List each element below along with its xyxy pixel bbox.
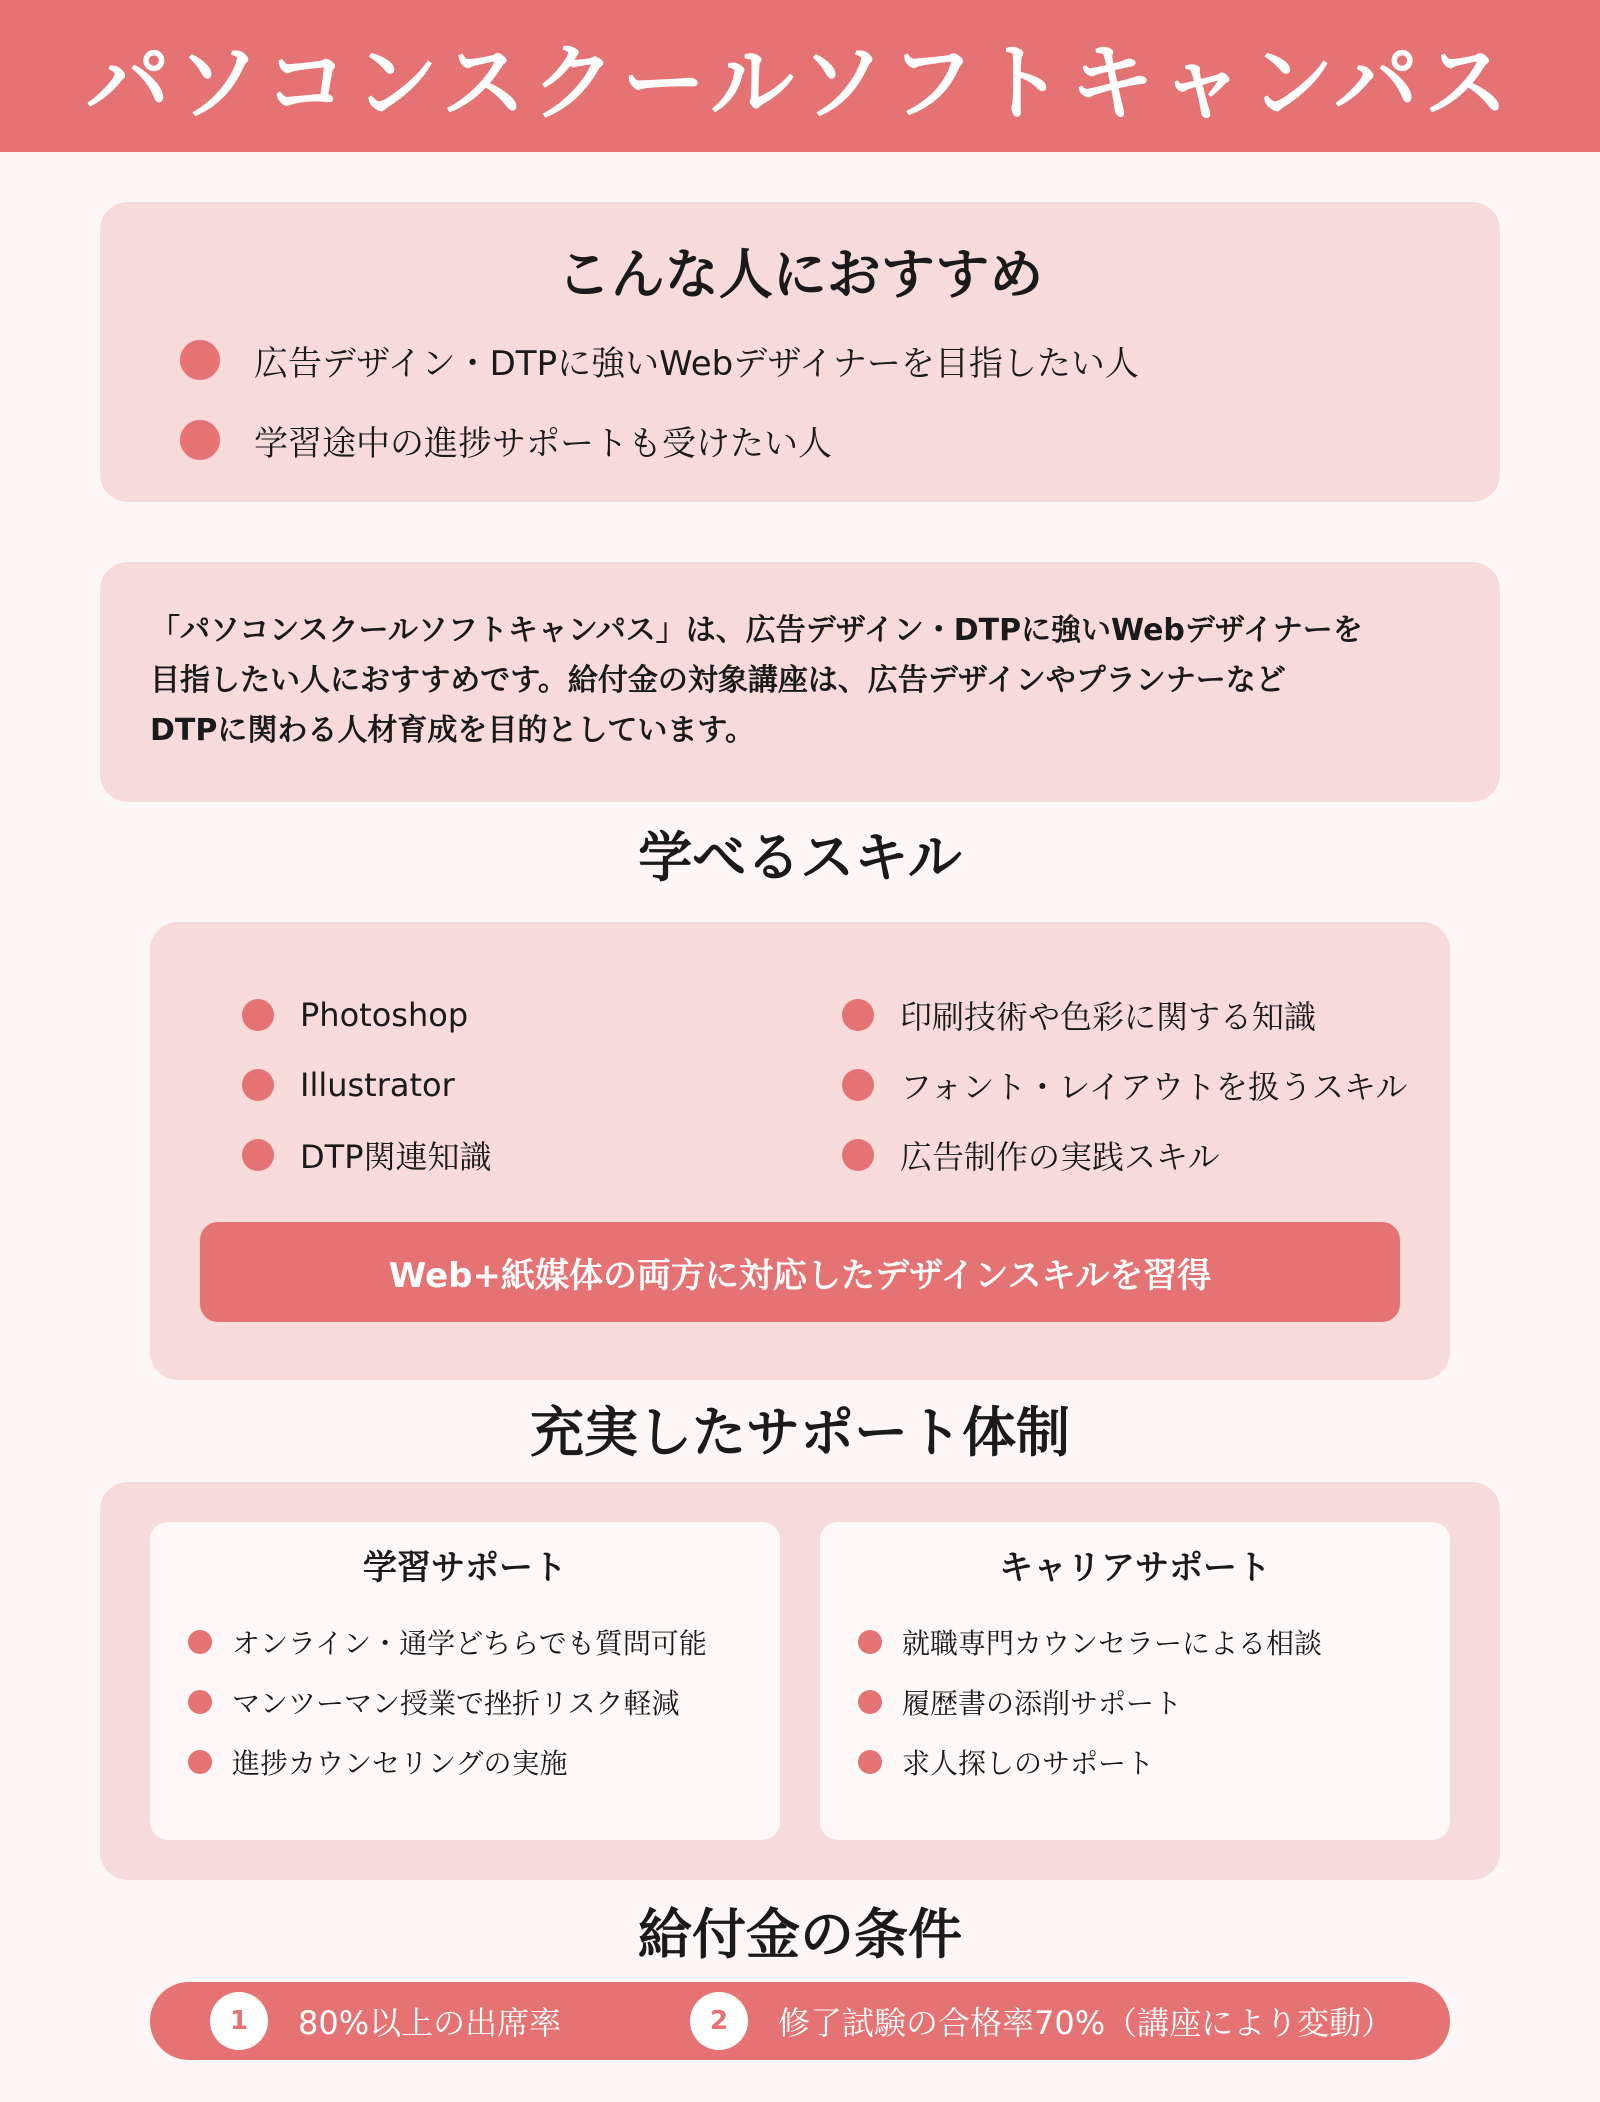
skill-text: Illustrator: [300, 1066, 455, 1104]
list-item: [842, 980, 1408, 1050]
condition-text: 80%以上の出席率: [298, 2004, 562, 2042]
page-title: パソコンスクールソフトキャンパス: [85, 33, 1515, 132]
skills-title: 学べるスキル: [638, 826, 962, 889]
condition-number-badge: 1: [210, 1992, 268, 2050]
bullet-icon: [242, 999, 274, 1031]
page-header: [0, 0, 1600, 152]
intro-text: [150, 606, 1470, 756]
support-item-text: 求人探しのサポート: [902, 1747, 1155, 1780]
intro-line: 「パソコンスクールソフトキャンパス」は、広告デザイン・DTPに強いWebデザイナーを: [150, 613, 1363, 648]
support-item-text: 就職専門カウンセラーによる相談: [902, 1627, 1323, 1660]
list-item: [858, 1732, 1322, 1792]
condition-item: [210, 1982, 561, 2060]
condition-number-badge: 2: [690, 1992, 748, 2050]
recommend-list: [180, 320, 1139, 480]
skill-text: Photoshop: [300, 996, 469, 1034]
list-item: [180, 400, 1139, 480]
skill-text: 広告制作の実践スキル: [900, 1138, 1220, 1176]
list-item: [242, 1120, 492, 1190]
bullet-icon: [842, 1139, 874, 1171]
support-item-text: オンライン・通学どちらでも質問可能: [232, 1627, 707, 1660]
list-item: [242, 980, 492, 1050]
bullet-icon: [188, 1690, 212, 1714]
skills-card: [150, 922, 1450, 1380]
list-item: [180, 320, 1139, 400]
career-support-title: キャリアサポート: [999, 1548, 1271, 1588]
bullet-icon: [188, 1750, 212, 1774]
list-item: [188, 1672, 707, 1732]
skills-banner: Web+紙媒体の両方に対応したデザインスキルを習得: [200, 1222, 1400, 1322]
learning-support-list: [188, 1612, 707, 1792]
recommend-item-text: 学習途中の進捗サポートも受けたい人: [254, 423, 832, 464]
bullet-icon: [858, 1690, 882, 1714]
recommend-card: [100, 202, 1500, 502]
career-support-list: [858, 1612, 1322, 1792]
bullet-icon: [242, 1069, 274, 1101]
list-item: [188, 1612, 707, 1672]
bullet-icon: [842, 999, 874, 1031]
learning-support-card: [150, 1522, 780, 1840]
support-item-text: 進捗カウンセリングの実施: [232, 1747, 568, 1780]
recommend-title: こんな人におすすめ: [556, 243, 1044, 306]
list-item: [858, 1672, 1322, 1732]
intro-card: [100, 562, 1500, 802]
support-item-text: 履歴書の添削サポート: [902, 1687, 1183, 1720]
bullet-icon: [858, 1630, 882, 1654]
bullet-icon: [180, 420, 220, 460]
bullet-icon: [180, 340, 220, 380]
intro-line: 目指したい人におすすめです。給付金の対象講座は、広告デザインやプランナーなど: [150, 663, 1286, 698]
condition-item: [690, 1982, 1393, 2060]
skill-text: DTP関連知識: [300, 1138, 492, 1176]
bullet-icon: [858, 1750, 882, 1774]
list-item: [842, 1050, 1408, 1120]
support-item-text: マンツーマン授業で挫折リスク軽減: [232, 1687, 680, 1720]
conditions-bar: [150, 1982, 1450, 2060]
skill-text: 印刷技術や色彩に関する知識: [900, 998, 1317, 1036]
skills-list-left: [242, 980, 492, 1190]
recommend-item-text: 広告デザイン・DTPに強いWebデザイナーを目指したい人: [254, 343, 1139, 384]
list-item: [858, 1612, 1322, 1672]
support-title: 充実したサポート体制: [530, 1401, 1070, 1464]
condition-text: 修了試験の合格率70%（講座により変動）: [778, 2004, 1394, 2042]
list-item: [842, 1120, 1408, 1190]
support-card: [100, 1482, 1500, 1880]
bullet-icon: [188, 1630, 212, 1654]
skills-list-right: [842, 980, 1408, 1190]
bullet-icon: [842, 1069, 874, 1101]
conditions-title: 給付金の条件: [638, 1903, 962, 1966]
skill-text: フォント・レイアウトを扱うスキル: [900, 1068, 1408, 1106]
list-item: [242, 1050, 492, 1120]
bullet-icon: [242, 1139, 274, 1171]
career-support-card: [820, 1522, 1450, 1840]
learning-support-title: 学習サポート: [363, 1548, 567, 1588]
list-item: [188, 1732, 707, 1792]
intro-line: DTPに関わる人材育成を目的としています。: [150, 713, 755, 748]
